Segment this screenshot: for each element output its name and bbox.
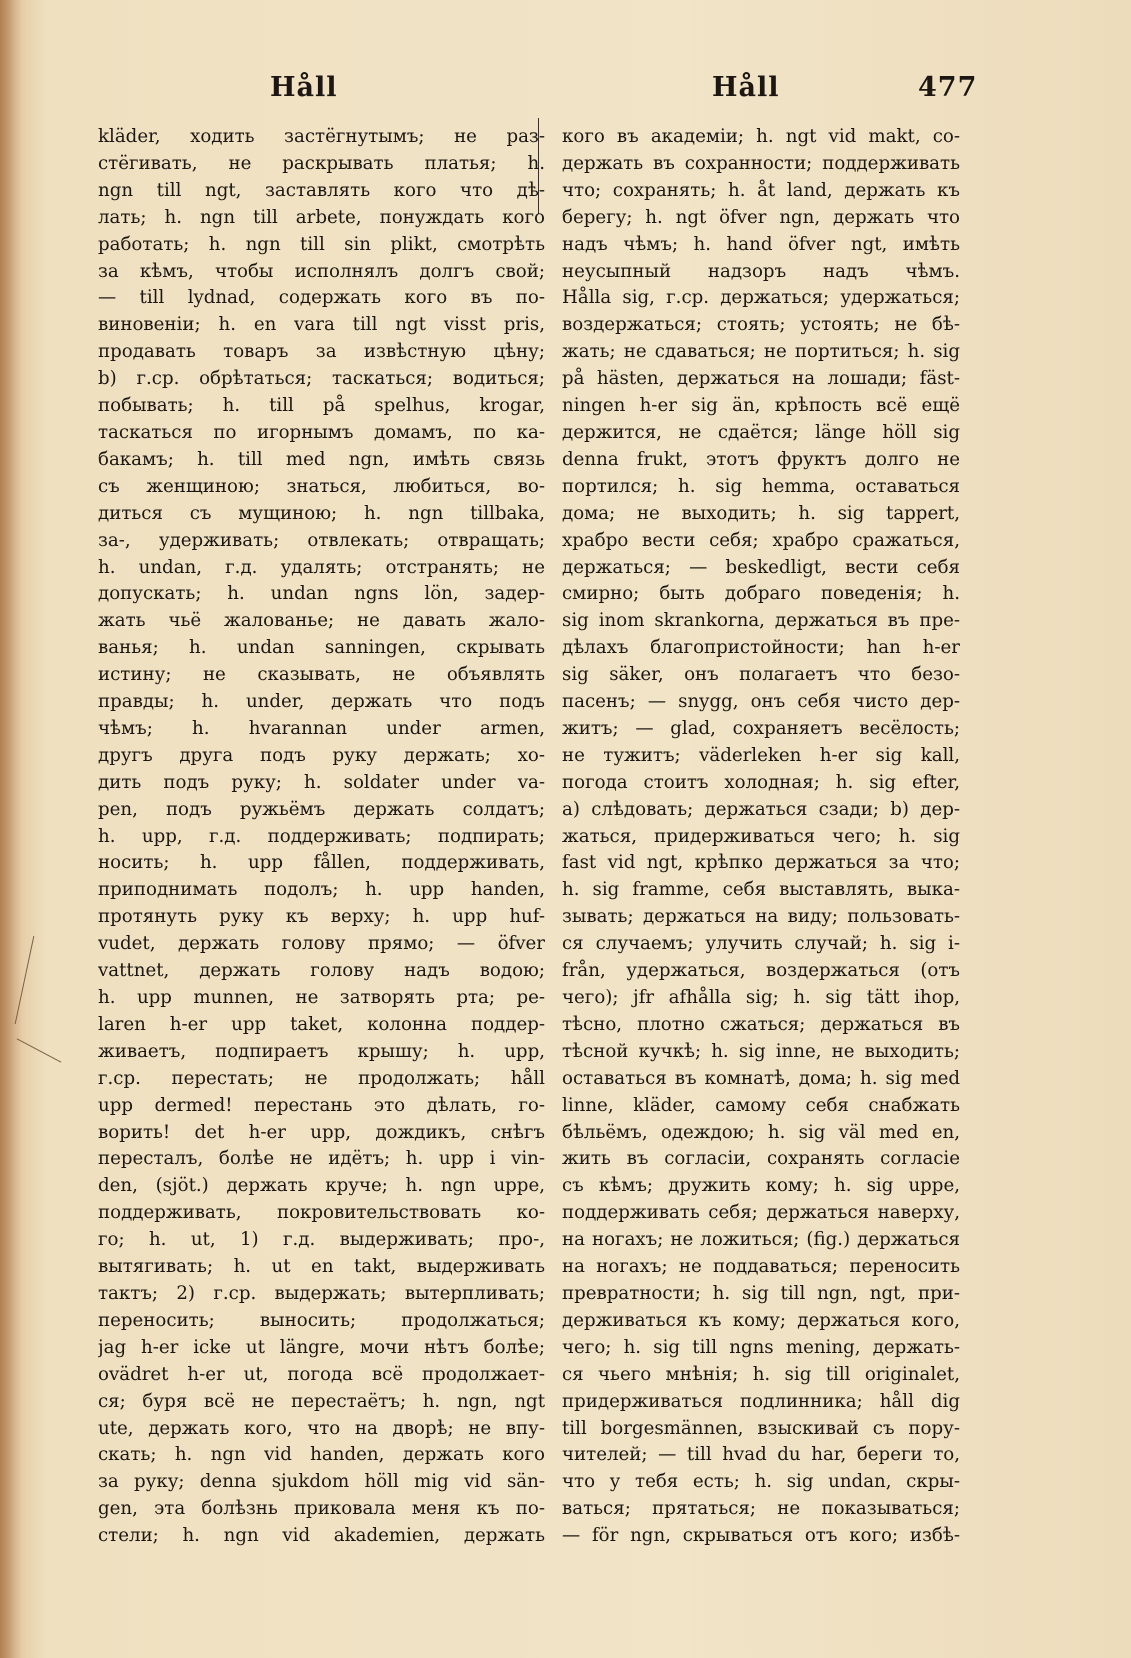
right-column-line: держиваться къ кому; держаться кого, bbox=[562, 1309, 960, 1331]
left-column-line: диться съ мущиною; h. ngn tillbaka, bbox=[98, 502, 545, 524]
left-column-line: дить подъ руку; h. soldater under va- bbox=[98, 771, 545, 793]
right-column-line: på hästen, держаться на лошади; fäst- bbox=[562, 368, 960, 390]
right-column-line: ningen h-er sig än, крѣпость всё ещё bbox=[562, 395, 960, 417]
left-column-line: b) г.ср. обрѣтаться; таскаться; водиться; bbox=[98, 368, 545, 390]
right-column-line: съ кѣмъ; дружить кому; h. sig uppe, bbox=[562, 1175, 960, 1197]
left-column-line: поддерживать, покровительствовать ко- bbox=[98, 1202, 545, 1224]
right-column-line: житъ; — glad, сохраняетъ весёлость; bbox=[562, 717, 960, 739]
right-column-line: держится, не сдаётся; länge höll sig bbox=[562, 421, 960, 443]
right-column-line: чего); jfr afhålla sig; h. sig tätt ihop, bbox=[562, 987, 960, 1008]
left-column-line: pen, подъ ружьёмъ держать солдатъ; bbox=[98, 798, 545, 820]
right-column-line: тѣсно, плотно сжаться; держаться въ bbox=[562, 1013, 960, 1035]
right-column-line: что; сохранять; h. åt land, держать къ bbox=[562, 179, 960, 201]
right-column-line: чего; h. sig till ngns mening, держать- bbox=[562, 1336, 960, 1358]
right-column bbox=[562, 124, 960, 1550]
left-column bbox=[98, 124, 545, 1550]
left-column-line: лать; h. ngn till arbete, понуждать кого bbox=[98, 206, 545, 228]
left-column-line: ворить! det h-er upp, дождикъ, снѣгъ bbox=[98, 1121, 545, 1143]
right-column-line: бѣльёмъ, одеждою; h. sig väl med en, bbox=[562, 1121, 960, 1143]
left-column-line: го; h. ut, 1) г.д. выдерживать; про-, bbox=[98, 1229, 545, 1251]
left-column-line: продавать товаръ за извѣстную цѣну; bbox=[98, 341, 545, 363]
right-column-line: держаться; — beskedligt, вести себя bbox=[562, 556, 960, 578]
left-column-line: допускать; h. undan ngns lön, задер- bbox=[98, 583, 545, 605]
left-column-line: съ женщиною; знаться, любиться, во- bbox=[98, 475, 545, 497]
right-column-line: från, удержаться, воздержаться (отъ bbox=[562, 960, 960, 982]
left-column-line: ванья; h. undan sanningen, скрывать bbox=[98, 637, 545, 659]
page-edge-shadow bbox=[0, 0, 22, 1658]
right-column-line: зывать; держаться на виду; пользовать- bbox=[562, 906, 960, 928]
left-column-line: за руку; denna sjukdom höll mig vid sän- bbox=[98, 1471, 545, 1493]
left-column-line: ovädret h-er ut, погода всё продолжает- bbox=[98, 1363, 545, 1385]
left-column-line: vudet, держать голову прямо; — öfver bbox=[98, 933, 545, 955]
left-column-line: пересталъ, болѣе не идётъ; h. upp i vin- bbox=[98, 1148, 545, 1170]
left-column-line: upp dermed! перестань это дѣлать, го- bbox=[98, 1094, 545, 1116]
right-column-line: Hålla sig, г.ср. держаться; удержаться; bbox=[562, 287, 960, 309]
right-column-line: держать въ сохранности; поддерживать bbox=[562, 152, 960, 174]
left-column-line: протянуть руку къ верху; h. upp huf- bbox=[98, 906, 545, 928]
page-number: 477 bbox=[918, 72, 978, 103]
right-column-line: linne, kläder, самому себя снабжать bbox=[562, 1094, 960, 1116]
left-column-line: живаетъ, подпираетъ крышу; h. upp, bbox=[98, 1040, 545, 1062]
left-column-line: den, (sjöt.) держать круче; h. ngn uppe, bbox=[98, 1175, 545, 1197]
left-column-line: г.ср. перестать; не продолжать; håll bbox=[98, 1067, 545, 1089]
left-column-line: тактъ; 2) г.ср. выдержать; вытерпливать; bbox=[98, 1282, 545, 1304]
left-column-line: kläder, ходить застёгнутымъ; не раз- bbox=[98, 126, 545, 147]
right-column-line: надъ чѣмъ; h. hand öfver ngt, имѣть bbox=[562, 233, 960, 255]
running-head-right: Håll bbox=[712, 72, 780, 103]
left-column-line: таскаться по игорнымъ домамъ, по ка- bbox=[98, 421, 545, 443]
right-column-line: смирно; быть добраго поведенія; h. bbox=[562, 583, 960, 605]
left-column-line: ся; буря всё не перестаётъ; h. ngn, ngt bbox=[98, 1390, 545, 1412]
right-column-line: denna frukt, этотъ фруктъ долго не bbox=[562, 448, 960, 470]
right-column-line: жать; не сдаваться; не портиться; h. sig bbox=[562, 341, 960, 363]
left-column-line: vattnet, держать голову надъ водою; bbox=[98, 960, 545, 982]
left-column-line: laren h-er upp taket, колонна поддер- bbox=[98, 1013, 545, 1035]
left-column-line: переносить; выносить; продолжаться; bbox=[98, 1309, 545, 1331]
right-column-line: погода стоитъ холодная; h. sig efter, bbox=[562, 771, 960, 793]
left-column-line: стёгивать, не раскрывать платья; h. bbox=[98, 152, 545, 174]
right-column-line: воздержаться; стоять; устоять; не бѣ- bbox=[562, 314, 960, 336]
margin-pencil-mark bbox=[17, 1038, 62, 1062]
right-column-line: sig säker, онъ полагаетъ что безо- bbox=[562, 664, 960, 686]
right-column-line: жить въ согласіи, сохранять согласіе bbox=[562, 1148, 960, 1170]
right-column-line: берегу; h. ngt öfver ngn, держать что bbox=[562, 206, 960, 228]
right-column-line: — för ngn, скрываться отъ кого; избѣ- bbox=[562, 1525, 960, 1547]
left-column-line: истину; не сказывать, не объявлять bbox=[98, 664, 545, 686]
right-column-line: a) слѣдовать; держаться сзади; b) дер- bbox=[562, 798, 960, 820]
right-column-line: тѣсной кучкѣ; h. sig inne, не выходить; bbox=[562, 1040, 960, 1062]
left-column-line: правды; h. under, держать что подъ bbox=[98, 691, 545, 713]
left-column-line: h. upp, г.д. поддерживать; подпирать; bbox=[98, 825, 545, 847]
right-column-line: жаться, придерживаться чего; h. sig bbox=[562, 825, 960, 847]
running-head-left: Håll bbox=[270, 72, 338, 103]
left-column-line: работать; h. ngn till sin plikt, смотрѣть bbox=[98, 233, 545, 255]
right-column-line: sig inom skrankorna, держаться въ пре- bbox=[562, 610, 960, 632]
right-column-line: храбро вести себя; храбро сражаться, bbox=[562, 529, 960, 551]
left-column-line: жать чьё жалованье; не давать жало- bbox=[98, 610, 545, 632]
right-column-line: на ногахъ; не поддаваться; переносить bbox=[562, 1256, 960, 1278]
right-column-line: портился; h. sig hemma, оставаться bbox=[562, 475, 960, 497]
left-column-line: за кѣмъ, чтобы исполнялъ долгъ свой; bbox=[98, 260, 545, 282]
left-column-line: стели; h. ngn vid akademien, держать bbox=[98, 1525, 545, 1547]
right-column-line: кого въ академіи; h. ngt vid makt, со- bbox=[562, 126, 960, 147]
left-column-line: приподнимать подолъ; h. upp handen, bbox=[98, 879, 545, 901]
left-column-line: скать; h. ngn vid handen, держать кого bbox=[98, 1444, 545, 1466]
right-column-line: дома; не выходить; h. sig tappert, bbox=[562, 502, 960, 524]
left-column-line: jag h-er icke ut längre, мочи нѣтъ болѣе; bbox=[98, 1336, 545, 1358]
right-column-line: не тужитъ; väderleken h-er sig kall, bbox=[562, 744, 960, 766]
right-column-line: ся чьего мнѣнія; h. sig till originalet, bbox=[562, 1363, 960, 1385]
left-column-line: ngn till ngt, заставлять кого что дѣ- bbox=[98, 179, 545, 201]
right-column-line: пасенъ; — snygg, онъ себя чисто дер- bbox=[562, 691, 960, 713]
left-column-line: виновеніи; h. en vara till ngt visst pris, bbox=[98, 314, 545, 336]
right-column-line: превратности; h. sig till ngn, ngt, при- bbox=[562, 1282, 960, 1304]
right-column-line: неусыпный надзоръ надъ чѣмъ. bbox=[562, 260, 960, 282]
left-column-line: носить; h. upp fållen, поддерживать, bbox=[98, 852, 545, 874]
left-column-line: — till lydnad, содержать кого въ по- bbox=[98, 287, 545, 309]
right-column-line: чителей; — till hvad du har, береги то, bbox=[562, 1444, 960, 1466]
right-column-line: поддерживать себя; держаться наверху, bbox=[562, 1202, 960, 1224]
left-column-line: другъ друга подъ руку держать; хо- bbox=[98, 744, 545, 766]
left-column-line: ute, держать кого, что на дворѣ; не впу- bbox=[98, 1417, 545, 1439]
right-column-line: ваться; прятаться; не показываться; bbox=[562, 1498, 960, 1520]
right-column-line: fast vid ngt, крѣпко держаться за что; bbox=[562, 852, 960, 874]
right-column-line: h. sig framme, себя выставлять, выка- bbox=[562, 879, 960, 901]
left-column-line: чѣмъ; h. hvarannan under armen, bbox=[98, 717, 545, 739]
left-column-line: gen, эта болѣзнь приковала меня къ по- bbox=[98, 1498, 545, 1520]
left-column-line: h. upp munnen, не затворять рта; pe- bbox=[98, 987, 545, 1008]
right-column-line: на ногахъ; не ложиться; (fig.) держаться bbox=[562, 1229, 960, 1251]
right-column-line: придерживаться подлинника; håll dig bbox=[562, 1390, 960, 1412]
left-column-line: h. undan, г.д. удалять; отстранять; не bbox=[98, 556, 545, 578]
left-column-line: за-, удерживать; отвлекать; отвращать; bbox=[98, 529, 545, 551]
right-column-line: ся случаемъ; улучить случай; h. sig i- bbox=[562, 933, 960, 955]
right-column-line: till borgesmännen, взыскивай съ пору- bbox=[562, 1417, 960, 1439]
left-column-line: вытягивать; h. ut en takt, выдерживать bbox=[98, 1256, 545, 1278]
right-column-line: что у тебя есть; h. sig undan, скры- bbox=[562, 1471, 960, 1493]
left-column-line: побывать; h. till på spelhus, krogar, bbox=[98, 395, 545, 417]
right-column-line: оставаться въ комнатѣ, дома; h. sig med bbox=[562, 1067, 960, 1089]
left-column-line: бакамъ; h. till med ngn, имѣть связь bbox=[98, 448, 545, 470]
right-column-line: дѣлахъ благопристойности; han h-er bbox=[562, 637, 960, 659]
